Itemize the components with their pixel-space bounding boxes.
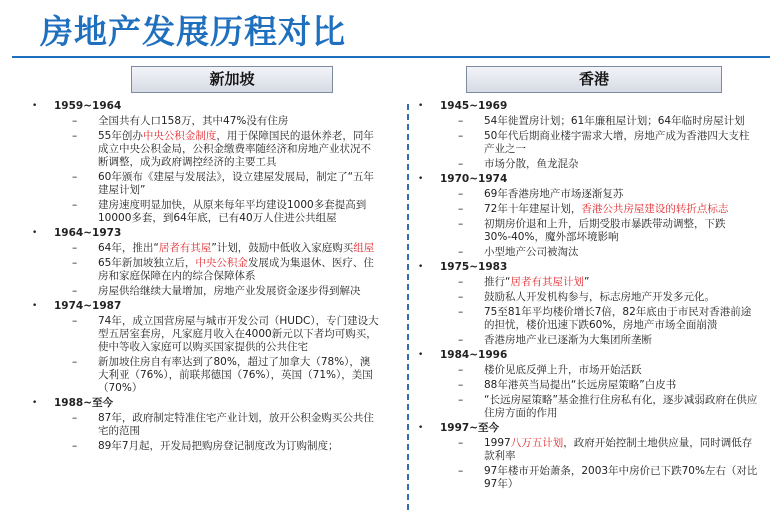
list-item xyxy=(418,306,758,332)
item-text: 全国共有人口158万，其中47%没有住房 xyxy=(98,115,289,127)
dash-icon: – xyxy=(72,130,78,142)
item-text: 88年港英当局提出“长远房屋策略”白皮书 xyxy=(484,379,677,391)
item-text: 初期房价退和上升，后期受股市暴跌带动调整，下跌30%-40%，魔外部坏境影响 xyxy=(484,218,726,243)
list-item xyxy=(418,364,758,377)
item-text: 60年颁布《建屋与发展法》，设立建屋发展局，制定了“五年建屋计划” xyxy=(98,171,375,196)
item-text: 推行“ xyxy=(484,276,511,288)
dash-icon: – xyxy=(458,246,464,258)
item-text: 房屋供给继续大量增加，房地产业发展资金逐步得到解决 xyxy=(98,285,361,297)
dash-icon: – xyxy=(458,306,464,318)
highlighted-text: 八万五计划 xyxy=(510,437,564,449)
list-item xyxy=(418,115,758,128)
list-item xyxy=(418,437,758,463)
item-text: 89年7月起，开发局把购房登记制度改为订购制度； xyxy=(98,440,339,452)
dash-icon: – xyxy=(458,379,464,391)
item-text: 50年代后期商业楼宇需求大增，房地产成为香港四大支柱产业之一 xyxy=(484,130,750,155)
dash-icon: – xyxy=(458,291,464,303)
dash-icon: – xyxy=(458,130,464,142)
period-block xyxy=(418,422,758,491)
item-text: 楼价见底反弹上升，市场开始活跃 xyxy=(484,364,642,376)
list-item xyxy=(418,334,758,347)
period-title: 1964~1973 xyxy=(54,227,122,239)
hongkong-header: 香港 xyxy=(466,66,722,93)
item-text: 鼓励私人开发机构参与，标志房地产开发多元化。 xyxy=(484,291,715,303)
list-item xyxy=(32,199,380,225)
list-item xyxy=(32,315,380,354)
item-text: ”计划，鼓励中低收入家庭购买 xyxy=(211,242,354,254)
dash-icon: – xyxy=(458,276,464,288)
dash-icon: – xyxy=(458,188,464,200)
period-title: 1959~1964 xyxy=(54,100,122,112)
item-text: 1997 xyxy=(484,437,511,449)
item-text: 69年香港房地产市场逐渐复苏 xyxy=(484,188,624,200)
dash-icon: – xyxy=(458,437,464,449)
item-text: 72年十年建屋计划， xyxy=(484,203,582,215)
list-item xyxy=(418,218,758,244)
list-item xyxy=(418,379,758,392)
period-block xyxy=(32,227,380,298)
list-item xyxy=(418,188,758,201)
period-title: 1988~至今 xyxy=(54,397,114,409)
period-title: 1974~1987 xyxy=(54,300,122,312)
bullet-icon: • xyxy=(32,228,38,238)
highlighted-text: 香港公共房屋建设的转折点标志 xyxy=(581,203,729,215)
item-text: 64年，推出“ xyxy=(98,242,159,254)
highlighted-text: 中央公积金 xyxy=(195,257,248,269)
list-item xyxy=(32,356,380,395)
dash-icon: – xyxy=(72,199,78,211)
dash-icon: – xyxy=(458,158,464,170)
item-text: 小型地产公司被淘汰 xyxy=(484,246,579,258)
period-block xyxy=(418,173,758,259)
list-item xyxy=(32,171,380,197)
dash-icon: – xyxy=(72,171,78,183)
item-text: 55年创办 xyxy=(98,130,143,142)
item-text: 新加坡住房自有率达到了80%，超过了加拿大（78%），澳大利亚（76%），前联邦德国（76%），英国（71%），美国（70%） xyxy=(98,356,373,394)
title-underline xyxy=(12,56,770,58)
period-block xyxy=(32,100,380,225)
item-text: 发展成为集退休、医疗、住房和家庭保障在内的综合保障体系 xyxy=(98,257,374,282)
period-title: 1975~1983 xyxy=(440,261,508,273)
list-item xyxy=(418,158,758,171)
dash-icon: – xyxy=(72,315,78,327)
item-text: 87年，政府制定特准住宅产业计划，放开公积金购买公共住宅的范围 xyxy=(98,412,374,437)
item-text: 市场分散，鱼龙混杂 xyxy=(484,158,579,170)
item-text: 建房速度明显加快，从原来每年平均建设1000多套提高到10000多套，到64年底，已有40万人住进公共组屋 xyxy=(98,199,367,224)
dash-icon: – xyxy=(72,440,78,452)
item-text: 香港房地产业已逐渐为大集团所垄断 xyxy=(484,334,652,346)
bullet-icon: • xyxy=(418,350,424,360)
highlighted-text: 居者有其屋 xyxy=(158,242,212,254)
list-item xyxy=(32,440,380,453)
bullet-icon: • xyxy=(418,423,424,433)
list-item xyxy=(418,246,758,259)
bullet-icon: • xyxy=(418,101,424,111)
list-item xyxy=(418,276,758,289)
highlighted-text: 居者有其屋计划 xyxy=(510,276,584,288)
bullet-icon: • xyxy=(32,398,38,408)
list-item xyxy=(418,291,758,304)
dash-icon: – xyxy=(72,356,78,368)
list-item xyxy=(32,285,380,298)
highlighted-text: 中央公积金制度 xyxy=(142,130,217,142)
bullet-icon: • xyxy=(418,174,424,184)
bullet-icon: • xyxy=(32,301,38,311)
dash-icon: – xyxy=(458,334,464,346)
dash-icon: – xyxy=(458,218,464,230)
bullet-icon: • xyxy=(32,101,38,111)
dash-icon: – xyxy=(72,412,78,424)
period-title: 1945~1969 xyxy=(440,100,508,112)
item-text: 97年楼市开始萧条，2003年中房价已下跌70%左右（对比97年） xyxy=(484,465,758,490)
list-item xyxy=(32,412,380,438)
item-text: 65年新加坡独立后， xyxy=(98,257,196,269)
list-item xyxy=(32,257,380,283)
dash-icon: – xyxy=(458,203,464,215)
column-divider xyxy=(407,104,409,510)
list-item xyxy=(418,203,758,216)
dash-icon: – xyxy=(72,285,78,297)
dash-icon: – xyxy=(458,115,464,127)
item-text: ，用于保障国民的退休养老，同年成立中央公积金局，公积金缴费率随经济和房地产业状况不断调整，成为政府调控经济的主要工具 xyxy=(98,130,374,168)
item-text: 74年，成立国营房屋与城市开发公司（HUDC），专门建设大型五居室套房，凡家庭月收入在4000新元以下者均可购买，使中等收入家庭可以购买国家提供的公共住宅 xyxy=(98,315,379,353)
period-block xyxy=(418,349,758,420)
dash-icon: – xyxy=(458,394,464,406)
item-text: ，政府开始控制土地供应量，同时调低存款利率 xyxy=(484,437,753,462)
list-item xyxy=(418,130,758,156)
list-item xyxy=(418,394,758,420)
period-title: 1997~至今 xyxy=(440,422,500,434)
period-title: 1970~1974 xyxy=(440,173,508,185)
page-title: 房地产发展历程对比 xyxy=(40,12,346,51)
item-text: ” xyxy=(583,276,590,288)
dash-icon: – xyxy=(458,364,464,376)
dash-icon: – xyxy=(458,465,464,477)
dash-icon: – xyxy=(72,115,78,127)
period-title: 1984~1996 xyxy=(440,349,508,361)
list-item xyxy=(32,130,380,169)
hongkong-column xyxy=(418,98,758,491)
period-block xyxy=(418,261,758,347)
item-text: 54年徙置房计划；61年廉租屋计划；64年临时房屋计划 xyxy=(484,115,745,127)
period-block xyxy=(418,100,758,171)
list-item xyxy=(418,465,758,491)
period-block xyxy=(32,397,380,453)
dash-icon: – xyxy=(72,257,78,269)
bullet-icon: • xyxy=(418,262,424,272)
singapore-column xyxy=(32,98,380,453)
dash-icon: – xyxy=(72,242,78,254)
list-item xyxy=(32,115,380,128)
item-text: 75至81年平均楼价增长7倍，82年底由于市民对香港前途的担忧，楼价迅速下跌60%，房地产市场全面崩溃 xyxy=(484,306,752,331)
item-text: “长远房屋策略”基金推行住房私有化，逐步减弱政府在供应住房方面的作用 xyxy=(484,394,758,419)
list-item xyxy=(32,242,380,255)
period-block xyxy=(32,300,380,395)
singapore-header: 新加坡 xyxy=(131,66,333,93)
highlighted-text: 组屋 xyxy=(353,242,375,254)
